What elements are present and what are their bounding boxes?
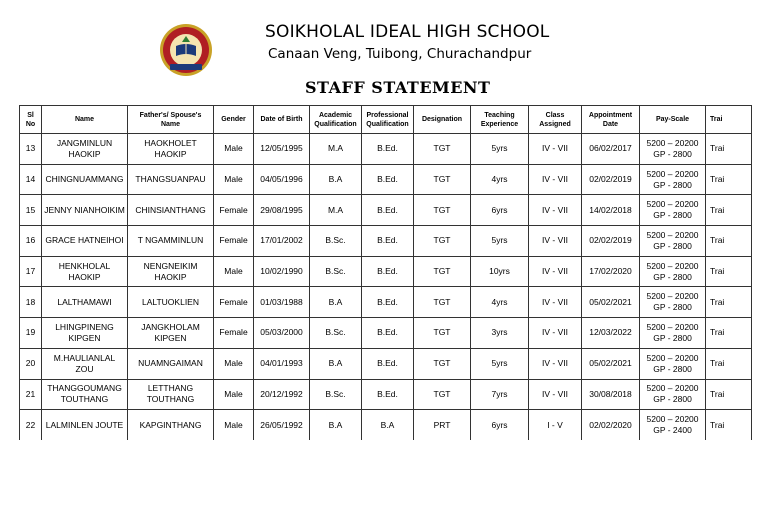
cell-professional: B.A	[362, 410, 414, 440]
cell-trai: Trai	[706, 134, 752, 165]
table-row	[20, 164, 752, 195]
cell-dob: 04/01/1993	[254, 348, 310, 379]
cell-experience: 5yrs	[471, 134, 529, 165]
cell-appointment: 30/08/2018	[582, 379, 640, 410]
cell-professional: B.Ed.	[362, 164, 414, 195]
cell-class: IV - VII	[529, 164, 582, 195]
cell-name: JANGMINLUN HAOKIP	[42, 134, 128, 165]
cell-gender: Male	[214, 348, 254, 379]
cell-appointment: 02/02/2019	[582, 164, 640, 195]
col-header-dob: Date of Birth	[254, 106, 310, 134]
cell-payscale: 5200 – 20200 GP - 2800	[640, 134, 706, 165]
staff-table	[19, 105, 752, 440]
cell-payscale: 5200 – 20200 GP - 2800	[640, 164, 706, 195]
cell-appointment: 02/02/2019	[582, 226, 640, 257]
cell-gender: Male	[214, 134, 254, 165]
cell-dob: 17/01/2002	[254, 226, 310, 257]
col-header-gender: Gender	[214, 106, 254, 134]
cell-father: NENGNEIKIM HAOKIP	[128, 256, 214, 287]
cell-dob: 20/12/1992	[254, 379, 310, 410]
cell-father: NUAMNGAIMAN	[128, 348, 214, 379]
cell-name: LHINGPINENG KIPGEN	[42, 318, 128, 349]
table-row	[20, 348, 752, 379]
cell-payscale: 5200 – 20200 GP - 2800	[640, 348, 706, 379]
cell-designation: TGT	[414, 318, 471, 349]
col-header-name: Name	[42, 106, 128, 134]
cell-dob: 10/02/1990	[254, 256, 310, 287]
cell-academic: B.A	[310, 287, 362, 318]
cell-class: I - V	[529, 410, 582, 440]
cell-dob: 26/05/1992	[254, 410, 310, 440]
table-row	[20, 379, 752, 410]
cell-name: HENKHOLAL HAOKIP	[42, 256, 128, 287]
col-header-payscale: Pay-Scale	[640, 106, 706, 134]
school-address: Canaan Veng, Tuibong, Churachandpur	[268, 46, 532, 62]
cell-sl: 19	[20, 318, 42, 349]
cell-appointment: 17/02/2020	[582, 256, 640, 287]
table-row	[20, 410, 752, 440]
cell-academic: M.A	[310, 134, 362, 165]
cell-sl: 21	[20, 379, 42, 410]
cell-designation: TGT	[414, 134, 471, 165]
cell-sl: 20	[20, 348, 42, 379]
cell-class: IV - VII	[529, 287, 582, 318]
cell-sl: 17	[20, 256, 42, 287]
cell-experience: 5yrs	[471, 226, 529, 257]
cell-experience: 7yrs	[471, 379, 529, 410]
cell-experience: 3yrs	[471, 318, 529, 349]
col-header-designation: Designation	[414, 106, 471, 134]
cell-academic: B.Sc.	[310, 256, 362, 287]
table-row	[20, 318, 752, 349]
cell-father: CHINSIANTHANG	[128, 195, 214, 226]
cell-appointment: 14/02/2018	[582, 195, 640, 226]
cell-father: JANGKHOLAM KIPGEN	[128, 318, 214, 349]
school-name: SOIKHOLAL IDEAL HIGH SCHOOL	[265, 22, 550, 42]
cell-gender: Female	[214, 195, 254, 226]
cell-class: IV - VII	[529, 256, 582, 287]
cell-trai: Trai	[706, 256, 752, 287]
cell-class: IV - VII	[529, 348, 582, 379]
cell-sl: 14	[20, 164, 42, 195]
cell-payscale: 5200 – 20200 GP - 2800	[640, 287, 706, 318]
cell-gender: Female	[214, 318, 254, 349]
cell-name: JENNY NIANHOIKIM	[42, 195, 128, 226]
cell-name: LALTHAMAWI	[42, 287, 128, 318]
table-row	[20, 256, 752, 287]
cell-trai: Trai	[706, 348, 752, 379]
cell-professional: B.Ed.	[362, 348, 414, 379]
cell-father: LETTHANG TOUTHANG	[128, 379, 214, 410]
cell-academic: B.A	[310, 164, 362, 195]
cell-sl: 18	[20, 287, 42, 318]
cell-designation: TGT	[414, 287, 471, 318]
cell-name: CHINGNUAMMANG	[42, 164, 128, 195]
cell-class: IV - VII	[529, 226, 582, 257]
cell-dob: 01/03/1988	[254, 287, 310, 318]
cell-name: THANGGOUMANG TOUTHANG	[42, 379, 128, 410]
cell-appointment: 06/02/2017	[582, 134, 640, 165]
cell-name: GRACE HATNEIHOI	[42, 226, 128, 257]
col-header-class: Class Assigned	[529, 106, 582, 134]
cell-appointment: 05/02/2021	[582, 287, 640, 318]
staff-table-container	[19, 105, 768, 440]
document-title: STAFF STATEMENT	[305, 78, 491, 97]
cell-gender: Male	[214, 256, 254, 287]
table-row	[20, 287, 752, 318]
cell-class: IV - VII	[529, 134, 582, 165]
cell-designation: TGT	[414, 164, 471, 195]
cell-dob: 04/05/1996	[254, 164, 310, 195]
table-row	[20, 226, 752, 257]
col-header-appointment: Appointment Date	[582, 106, 640, 134]
cell-class: IV - VII	[529, 379, 582, 410]
table-row	[20, 195, 752, 226]
cell-dob: 29/08/1995	[254, 195, 310, 226]
cell-academic: B.A	[310, 410, 362, 440]
cell-academic: B.Sc.	[310, 226, 362, 257]
cell-academic: M.A	[310, 195, 362, 226]
cell-designation: TGT	[414, 226, 471, 257]
cell-trai: Trai	[706, 164, 752, 195]
cell-gender: Male	[214, 410, 254, 440]
cell-designation: TGT	[414, 256, 471, 287]
table-row	[20, 134, 752, 165]
cell-trai: Trai	[706, 379, 752, 410]
cell-professional: B.Ed.	[362, 226, 414, 257]
cell-academic: B.Sc.	[310, 318, 362, 349]
cell-trai: Trai	[706, 195, 752, 226]
school-crest-logo	[158, 22, 214, 78]
cell-father: LALTUOKLIEN	[128, 287, 214, 318]
cell-payscale: 5200 – 20200 GP - 2800	[640, 226, 706, 257]
cell-payscale: 5200 – 20200 GP - 2800	[640, 379, 706, 410]
cell-experience: 6yrs	[471, 410, 529, 440]
table-header-row	[20, 106, 752, 134]
cell-designation: TGT	[414, 379, 471, 410]
cell-designation: TGT	[414, 195, 471, 226]
cell-designation: TGT	[414, 348, 471, 379]
cell-professional: B.Ed.	[362, 318, 414, 349]
cell-experience: 4yrs	[471, 287, 529, 318]
cell-professional: B.Ed.	[362, 287, 414, 318]
cell-appointment: 05/02/2021	[582, 348, 640, 379]
cell-name: LALMINLEN JOUTE	[42, 410, 128, 440]
cell-trai: Trai	[706, 287, 752, 318]
cell-experience: 6yrs	[471, 195, 529, 226]
cell-father: HAOKHOLET HAOKIP	[128, 134, 214, 165]
cell-payscale: 5200 – 20200 GP - 2800	[640, 318, 706, 349]
cell-trai: Trai	[706, 410, 752, 440]
cell-father: THANGSUANPAU	[128, 164, 214, 195]
cell-professional: B.Ed.	[362, 379, 414, 410]
cell-payscale: 5200 – 20200 GP - 2800	[640, 256, 706, 287]
cell-father: T NGAMMINLUN	[128, 226, 214, 257]
cell-experience: 4yrs	[471, 164, 529, 195]
cell-trai: Trai	[706, 318, 752, 349]
col-header-professional: Professional Qualification	[362, 106, 414, 134]
col-header-trai: Trai	[706, 106, 752, 134]
cell-name: M.HAULIANLAL ZOU	[42, 348, 128, 379]
col-header-sl: Sl No	[20, 106, 42, 134]
cell-payscale: 5200 – 20200 GP - 2400	[640, 410, 706, 440]
cell-academic: B.Sc.	[310, 379, 362, 410]
cell-sl: 13	[20, 134, 42, 165]
cell-professional: B.Ed.	[362, 256, 414, 287]
cell-gender: Female	[214, 226, 254, 257]
cell-professional: B.Ed.	[362, 134, 414, 165]
cell-sl: 16	[20, 226, 42, 257]
cell-gender: Male	[214, 164, 254, 195]
cell-appointment: 12/03/2022	[582, 318, 640, 349]
cell-sl: 22	[20, 410, 42, 440]
cell-academic: B.A	[310, 348, 362, 379]
cell-class: IV - VII	[529, 195, 582, 226]
cell-professional: B.Ed.	[362, 195, 414, 226]
cell-dob: 12/05/1995	[254, 134, 310, 165]
cell-gender: Female	[214, 287, 254, 318]
cell-sl: 15	[20, 195, 42, 226]
cell-designation: PRT	[414, 410, 471, 440]
cell-experience: 10yrs	[471, 256, 529, 287]
cell-appointment: 02/02/2020	[582, 410, 640, 440]
col-header-experience: Teaching Experience	[471, 106, 529, 134]
cell-experience: 5yrs	[471, 348, 529, 379]
cell-trai: Trai	[706, 226, 752, 257]
cell-class: IV - VII	[529, 318, 582, 349]
col-header-father-spouse: Father's/ Spouse's Name	[128, 106, 214, 134]
col-header-academic: Academic Qualification	[310, 106, 362, 134]
cell-payscale: 5200 – 20200 GP - 2800	[640, 195, 706, 226]
cell-gender: Male	[214, 379, 254, 410]
cell-father: KAPGINTHANG	[128, 410, 214, 440]
cell-dob: 05/03/2000	[254, 318, 310, 349]
